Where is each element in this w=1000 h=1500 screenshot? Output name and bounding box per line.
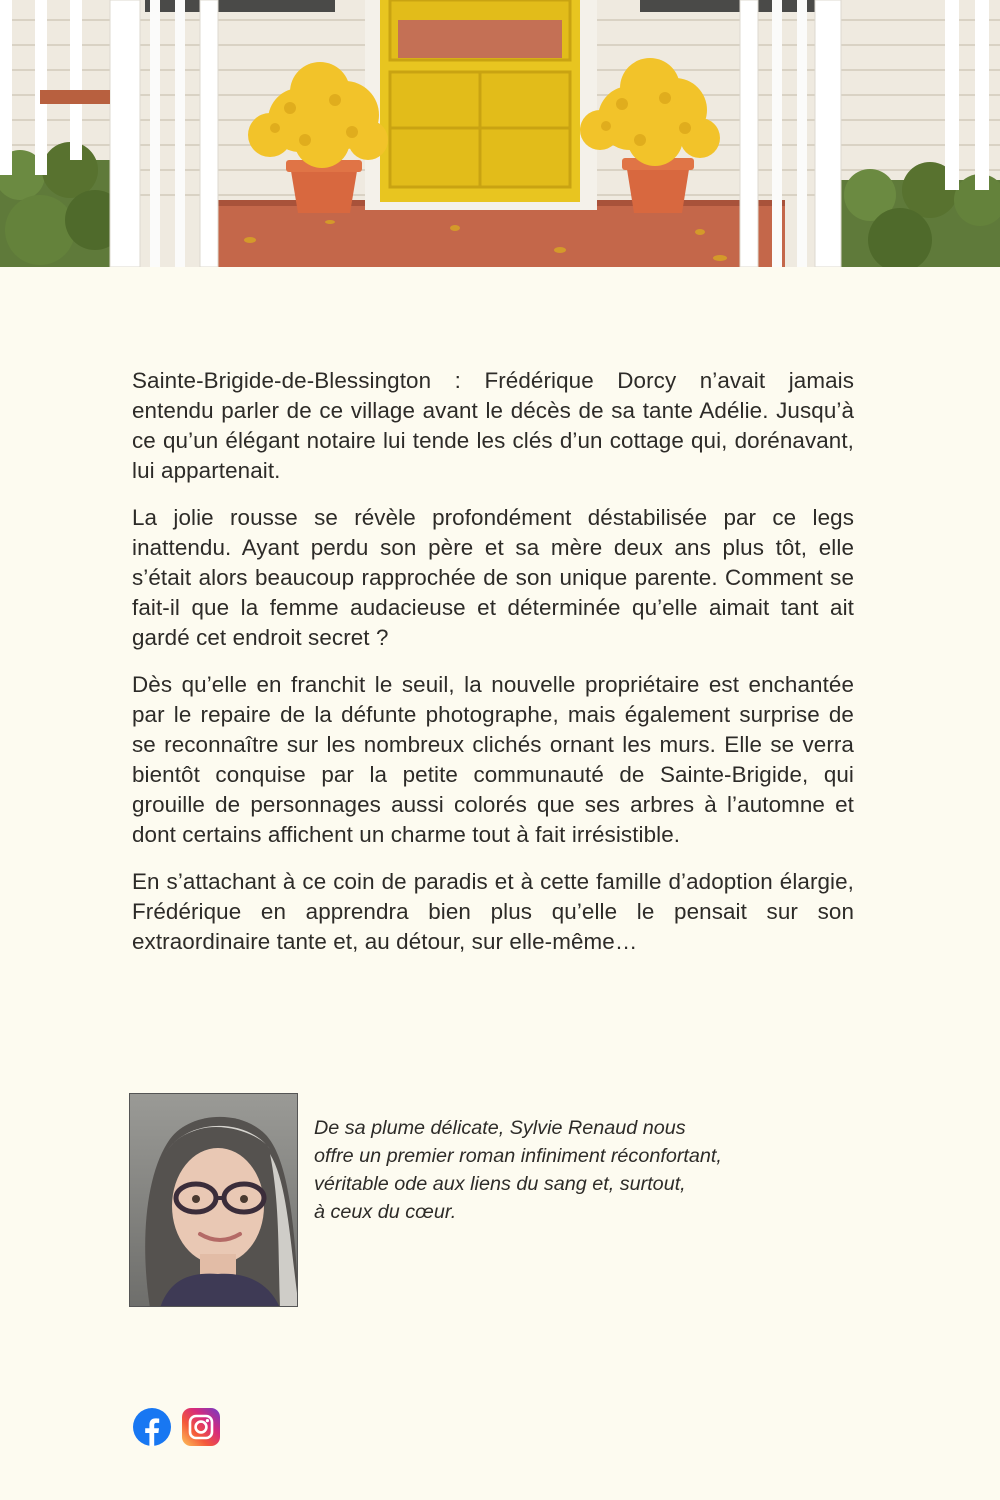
social-links bbox=[133, 1408, 220, 1446]
porch-photo-icon bbox=[0, 0, 1000, 267]
quote-line: à ceux du cœur. bbox=[314, 1201, 457, 1223]
author-portrait-icon bbox=[130, 1094, 298, 1307]
blurb-paragraph: Dès qu’elle en franchit le seuil, la nouvelle propriétaire est enchantée par le repaire de la défunte photographe, mais également surprise de se reconnaître sur les nombreux clichés ornant les murs. Elle se verra bientôt conquise par la petite communauté de Sainte-Brigide, qui grouille de personnages aussi colorés que ses arbres à l’automne et dont certains affichent un charme tout à fait irrésistible. bbox=[132, 672, 854, 847]
quote-line: De sa plume délicate, Sylvie Renaud nous bbox=[314, 1117, 686, 1139]
blurb-paragraph: Sainte-Brigide-de-Blessington : Frédérique Dorcy n’avait jamais entendu parler de ce village avant le décès de sa tante Adélie. Jusqu’à ce qu’un élégant notaire lui tende les clés d’un cottage qui, dorénavant, lui appartenait. bbox=[132, 368, 854, 483]
facebook-icon[interactable] bbox=[133, 1408, 171, 1446]
instagram-icon[interactable] bbox=[182, 1408, 220, 1446]
quote-line: offre un premier roman infiniment réconfortant, bbox=[314, 1145, 722, 1167]
author-photo bbox=[129, 1093, 298, 1307]
cover-photo bbox=[0, 0, 1000, 267]
book-blurb bbox=[132, 366, 854, 974]
quote-line: véritable ode aux liens du sang et, surtout, bbox=[314, 1173, 686, 1195]
blurb-paragraph: En s’attachant à ce coin de paradis et à cette famille d’adoption élargie, Frédérique en apprendra bien plus qu’elle le pensait sur son extraordinaire tante et, au détour, sur elle-même… bbox=[132, 869, 854, 954]
blurb-paragraph: La jolie rousse se révèle profondément déstabilisée par ce legs inattendu. Ayant perdu son père et sa mère deux ans plus tôt, elle s’était alors beaucoup rapprochée de son unique parente. Comment se fait-il que la femme audacieuse et déterminée qu’elle aimait tant ait gardé cet endroit secret ? bbox=[132, 505, 854, 650]
author-quote bbox=[314, 1114, 834, 1226]
